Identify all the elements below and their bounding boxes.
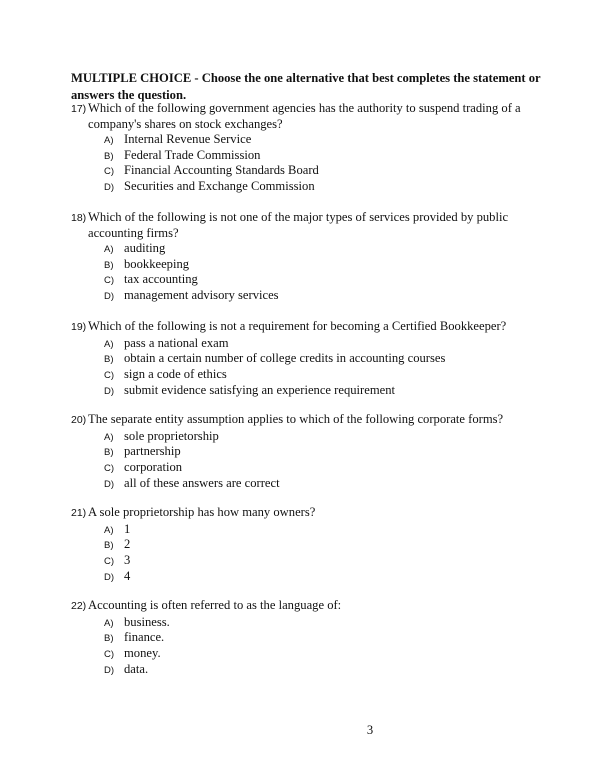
question-text-line: Which of the following is not one of the major types of services provided by public [88,210,509,224]
answer-option [104,383,541,399]
answer-options [71,132,541,195]
question-text [88,505,541,521]
option-letter: C) [104,462,115,474]
answer-option [104,367,541,383]
answer-option [104,646,541,662]
answer-option [104,148,541,164]
option-text: corporation [124,459,183,474]
option-text: 3 [124,552,131,567]
answer-option [104,257,541,273]
option-text: sole proprietorship [124,428,219,443]
question-text-line: Which of the following government agencies has the authority to suspend trading of a [88,101,521,115]
option-text: finance. [124,630,165,645]
page-number: 3 [366,723,374,737]
answer-option [104,241,541,257]
option-letter: C) [104,555,115,567]
option-letter: C) [104,166,115,178]
option-letter: D) [104,182,115,194]
question-22 [71,598,541,677]
option-letter: B) [104,447,114,459]
option-text: bookkeeping [124,256,190,271]
option-letter: B) [104,633,114,645]
option-letter: D) [104,291,115,303]
question-19 [71,319,541,398]
option-letter: D) [104,385,115,397]
answer-option [104,569,541,585]
option-text: 1 [124,521,131,536]
question-number: 20) [71,414,87,426]
answer-options [71,522,541,585]
answer-options [71,241,541,304]
option-text: business. [124,614,170,629]
question-text [88,210,541,241]
question-text-line: Accounting is often referred to as the language of: [88,598,342,612]
question-number: 19) [71,321,87,333]
option-text: sign a code of ethics [124,366,227,381]
answer-option [104,163,541,179]
option-text: Federal Trade Commission [124,147,261,162]
option-letter: D) [104,478,115,490]
question-text-line: company's shares on stock exchanges? [88,116,283,131]
answer-option [104,476,541,492]
question-number: 17) [71,103,87,115]
option-text: money. [124,645,161,660]
answer-option [104,460,541,476]
question-text-line: The separate entity assumption applies to which of the following corporate forms? [88,412,504,426]
question-text-line: A sole proprietorship has how many owners? [88,505,316,519]
option-letter: A) [104,135,114,146]
option-text: submit evidence satisfying an experience requirement [124,382,396,397]
answer-option [104,662,541,678]
answer-option [104,522,541,538]
question-18 [71,210,541,304]
option-text: pass a national exam [124,335,229,350]
option-letter: C) [104,648,115,660]
option-letter: A) [104,244,114,255]
answer-option [104,553,541,569]
question-number: 21) [71,507,87,519]
question-20 [71,412,541,491]
option-letter: B) [104,150,114,162]
option-letter: A) [104,338,114,350]
option-text: obtain a certain number of college credits in accounting courses [124,351,446,366]
answer-option [104,429,541,445]
option-text: Internal Revenue Service [124,132,252,146]
option-letter: C) [104,275,115,287]
question-text-line: Which of the following is not a requirement for becoming a Certified Bookkeeper? [88,319,507,333]
option-letter: B) [104,259,114,271]
option-text: management advisory services [124,288,279,303]
option-text: Financial Accounting Standards Board [124,163,319,178]
answer-option [104,537,541,553]
question-21 [71,505,541,584]
question-text [88,598,541,614]
option-letter: B) [104,354,114,366]
section-heading-line-2: answers the question. [71,88,187,102]
option-text: all of these answers are correct [124,475,280,490]
question-text [88,319,541,335]
option-letter: A) [104,617,114,629]
option-letter: D) [104,664,115,676]
option-letter: B) [104,540,114,552]
section-heading [71,70,541,104]
section-heading-line-1: MULTIPLE CHOICE - Choose the one alternative that best completes the statement or [71,71,541,85]
question-17 [71,101,541,195]
answer-option [104,336,541,352]
question-text [88,101,541,132]
answer-options [71,429,541,492]
answer-options [71,615,541,678]
option-letter: D) [104,571,115,583]
answer-options [71,336,541,399]
option-letter: A) [104,524,114,536]
option-text: Securities and Exchange Commission [124,179,315,194]
option-text: tax accounting [124,272,198,287]
answer-option [104,272,541,288]
question-number: 18) [71,212,87,224]
option-text: partnership [124,444,181,459]
option-text: 4 [124,568,131,583]
answer-option [104,630,541,646]
question-text [88,412,541,428]
option-letter: A) [104,431,114,443]
answer-option [104,179,541,195]
answer-option [104,351,541,367]
option-text: auditing [124,241,166,255]
answer-option [104,444,541,460]
option-text: 2 [124,537,131,552]
question-text-line: accounting firms? [88,225,179,240]
option-text: data. [124,661,149,676]
answer-option [104,615,541,631]
option-letter: C) [104,369,115,381]
answer-option [104,132,541,148]
answer-option [104,288,541,304]
question-number: 22) [71,600,87,612]
